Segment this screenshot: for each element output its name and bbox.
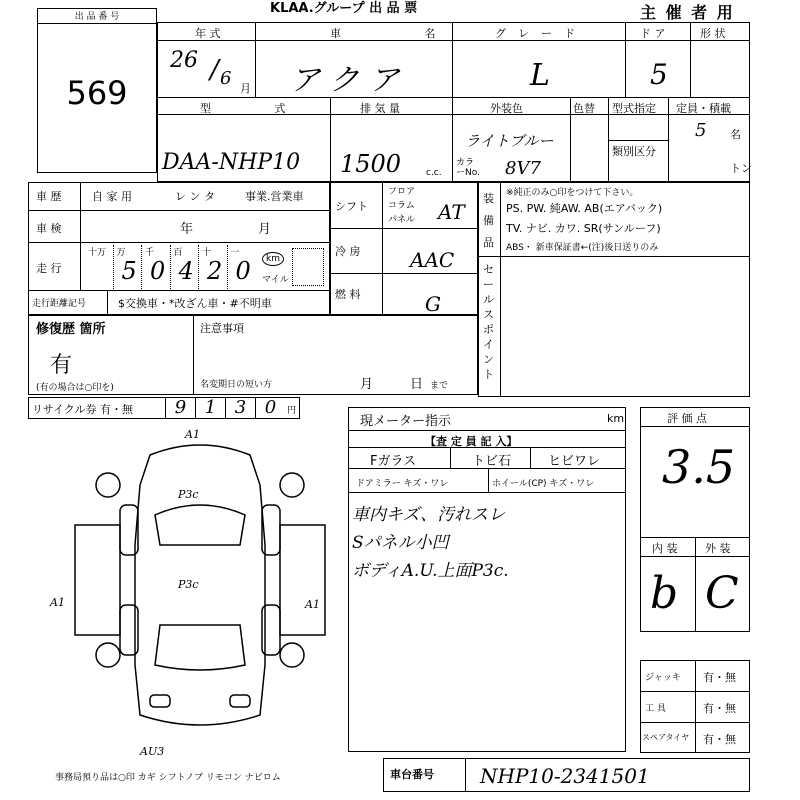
month-value: 6 [220, 68, 232, 89]
inspector-title: 【査 定 員 記 入】 [425, 435, 518, 448]
inspection-label: 車 検 [36, 222, 62, 235]
chassis-value: NHP10-2341501 [480, 764, 650, 788]
mileage-digit: 4 [178, 257, 194, 285]
tobiishi-label: トビ石 [472, 454, 512, 469]
exterior-score: C [705, 568, 739, 619]
inspector-note: 車内キズ、汚れスレ [352, 505, 506, 525]
lot-label: 出 品 番 号 [38, 9, 156, 24]
jack-answer[interactable]: 有・無 [703, 671, 736, 684]
glass-label: Fガラス [370, 454, 417, 469]
diagram-mark: P3c [178, 578, 199, 591]
history-label: 車 歴 [36, 190, 62, 203]
equipment-row3: ABS・ 新車保証書←(注)後日送りのみ [506, 243, 659, 253]
due-label: 名変期日の短い方 [200, 380, 273, 390]
recycle-digit: 1 [195, 397, 225, 419]
tool-label: 工 具 [645, 704, 666, 714]
diagram-mark: A1 [50, 596, 65, 609]
history-opt-business[interactable]: 事業.営業車 [245, 190, 304, 203]
unit-mile: マイル [262, 275, 289, 285]
history-opt-rental[interactable]: レ ン タ [175, 190, 215, 203]
wheel-label: ホイール(CP) キズ・ワレ [492, 479, 595, 489]
mileage-label: 走 行 [36, 262, 62, 275]
grade-value: L [530, 58, 550, 93]
tool-answer[interactable]: 有・無 [703, 702, 736, 715]
mileage-record-label: 走行距離記号 [32, 299, 87, 309]
diagram-mark: P3c [178, 488, 199, 501]
cc-unit: c.c. [426, 168, 442, 178]
shift-opt-column[interactable]: コラム [388, 201, 415, 211]
color-no-label: カラーNo. [456, 158, 480, 178]
recycle-digits [165, 397, 285, 419]
grade-header: グレード [495, 27, 587, 40]
model-spec-header: 型式指定 [612, 102, 656, 115]
capacity-unit: 名 [730, 128, 741, 141]
recycle-digit: 0 [255, 397, 285, 419]
due-month: 月 [360, 377, 374, 392]
jack-label: ジャッキ [645, 673, 681, 683]
shift-opt-panel[interactable]: パネル [388, 215, 416, 225]
due-day: 日 [410, 377, 424, 392]
shift-label: シフト [335, 200, 368, 213]
car-name-value: アクア [290, 63, 410, 98]
repair-label: 修復歴 箇所 [36, 322, 106, 337]
category-header: 類別区分 [612, 145, 656, 158]
score-label: 評 価 点 [667, 412, 707, 425]
mileage-record-text: $交換車・*改ざん車・#不明車 [118, 297, 272, 310]
recycle-label: リサイクル券 有・無 [32, 403, 133, 416]
meter-label: 現メーター指示 [360, 414, 452, 429]
unit-km: km [262, 252, 284, 266]
shift-opt-floor[interactable]: フロア [388, 187, 416, 197]
shape-header: 形 状 [700, 27, 726, 40]
displacement-value: 1500 [340, 150, 402, 178]
recycle-unit: 円 [287, 406, 297, 416]
chassis-label: 車台番号 [390, 768, 434, 781]
mileage-digit: 2 [207, 257, 223, 285]
spare-label: スペアタイヤ [642, 733, 690, 742]
equipment-row2: TV. ナビ. カワ. SR(サンルーフ) [506, 222, 661, 235]
ton-unit: トン [730, 162, 752, 175]
sponsor-label: 主 催 者 用 [640, 3, 735, 22]
lot-box [37, 8, 157, 173]
capacity-header: 定員・積載 [676, 102, 731, 115]
spare-answer[interactable]: 有・無 [703, 733, 736, 746]
fuel-label: 燃 料 [335, 288, 361, 301]
mileage-digits: 十万 万 5 千 0 百 4 十 2 一 0 [85, 245, 255, 289]
inspection-month: 月 [258, 222, 272, 237]
mileage-digit: 0 [235, 257, 251, 285]
month-unit: 月 [240, 82, 251, 95]
model-value: DAA-NHP10 [162, 150, 301, 175]
door-value: 5 [650, 58, 668, 91]
color-change-header: 色替 [573, 102, 595, 115]
inspector-note: ボディA.U.上面P3c. [352, 561, 509, 581]
hibiware-label: ヒビワレ [548, 454, 601, 469]
ac-label: 冷 房 [335, 245, 361, 258]
inspection-year: 年 [180, 222, 194, 237]
mileage-digit: 5 [121, 257, 137, 285]
org-title: KLAA.グループ 出 品 票 [270, 1, 418, 16]
car-diagram [60, 425, 340, 765]
meter-km: km [607, 412, 625, 425]
ac-value: AAC [410, 248, 455, 272]
year-header: 年 式 [195, 27, 221, 40]
sales-point-label: セールスポイント [483, 263, 494, 381]
capacity-value: 5 [695, 120, 707, 141]
recycle-digit: 3 [225, 397, 255, 419]
mirror-label: ドアミラー キズ・ワレ [356, 479, 449, 489]
fuel-value: G [425, 292, 441, 316]
shift-value: AT [438, 200, 465, 224]
exterior-label: 外 装 [705, 542, 731, 555]
score-value: 3.5 [662, 440, 736, 494]
interior-label: 内 装 [652, 542, 678, 555]
mileage-digit: 0 [150, 257, 166, 285]
office-note: 事務局預り品は○印 カギ シフトノブ リモコン ナビロム [55, 773, 281, 783]
ext-color-value: ライトブルー [465, 132, 554, 150]
equipment-note: ※純正のみ○印をつけて下さい。 [506, 188, 639, 198]
history-opt-private[interactable]: 自 家 用 [92, 190, 132, 203]
caution-label: 注意事項 [200, 322, 244, 335]
door-header: ド ア [640, 27, 666, 40]
color-no-value: 8V7 [505, 158, 541, 179]
displacement-header: 排 気 量 [360, 102, 400, 115]
interior-score: b [650, 568, 679, 619]
inspector-note: Sパネル小凹 [352, 533, 449, 553]
repair-note: (有の場合は○印を) [36, 383, 114, 393]
car-name-header: 車 名 [330, 27, 476, 40]
model-header: 型 式 [200, 102, 316, 115]
ext-color-header: 外装色 [490, 102, 523, 115]
lot-number: 569 [66, 74, 128, 112]
diagram-mark: A1 [185, 428, 200, 441]
recycle-digit: 9 [165, 397, 195, 419]
equipment-row1: PS. PW. 純AW. AB(エアバック) [506, 202, 663, 215]
diagram-mark: A1 [305, 598, 320, 611]
repair-value: 有 [50, 353, 73, 378]
year-value: 26 [170, 48, 198, 73]
diagram-mark: AU3 [140, 745, 165, 758]
due-until: まで [430, 381, 449, 391]
equipment-label: 装 備 品 [483, 192, 494, 249]
